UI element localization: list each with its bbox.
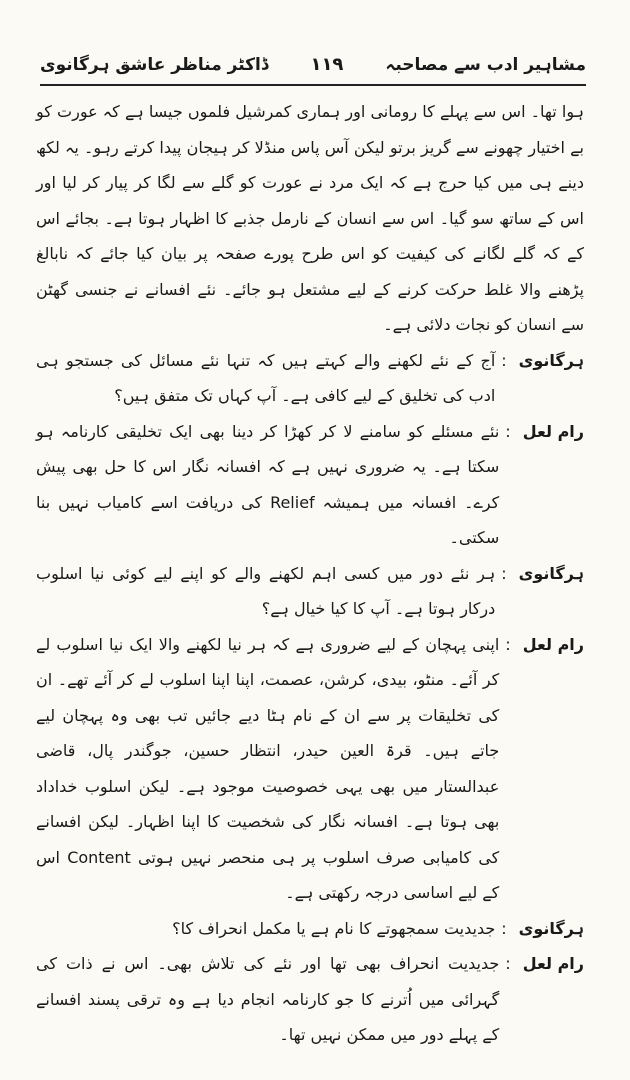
dialogue-entry: ہرگانوی : آج کے نئے لکھنے والے کہتے ہیں کہ تنہا نئے مسائل کی جستجو ہی ادب کی تخلیق کے لیے کافی ہے۔ آپ کہاں تک متفق ہیں؟	[36, 343, 584, 414]
dialogue-text: آج کے نئے لکھنے والے کہتے ہیں کہ تنہا نئے مسائل کی جستجو ہی ادب کی تخلیق کے لیے کافی ہے۔ آپ کہاں تک متفق ہیں؟	[36, 350, 496, 405]
dialogue-entry: ہرگانوی : جدیدیت سمجھوتے کا نام ہے یا مکمل انحراف کا؟	[36, 911, 584, 947]
speaker-name: رام لعل	[522, 421, 584, 441]
dialogue-text: نئے مسئلے کو سامنے لا کر کھڑا کر دینا بھی ایک تخلیقی کارنامہ ہو سکتا ہے۔ یہ ضروری نہیں ہے کہ افسانہ نگار اس کا حل بھی پیش کرے۔ افسانہ میں ہمیشہ Relief کی دریافت اسے کامیاب نہیں بنا سکتی۔	[36, 421, 500, 547]
page-number: ۱۱۹	[310, 53, 344, 75]
speaker-name: ہرگانوی	[518, 350, 584, 370]
dialogue-text: ہر نئے دور میں کسی اہم لکھنے والے کو اپنے لیے کوئی نیا اسلوب درکار ہوتا ہے۔ آپ کا کیا خیال ہے؟	[36, 563, 496, 618]
dialogue-entry: رام لعل : اپنی پہچان کے لیے ضروری ہے کہ ہر نیا لکھنے والا ایک نیا اسلوب لے کر آئے۔ منٹو، بیدی، کرشن، عصمت، اپنا اپنا اسلوب لے کر آئے تھے۔ ان کی تخلیقات پر سے ان کے نام ہٹا دیے جائیں تب بھی وہ پہچان لیے جاتے ہیں۔ قرۃ العین حیدر، انتظار حسین، جوگندر پال، قاضی عبدالستار میں بھی یہی خصوصیت موجود ہے۔ لیکن اسلوب خداداد بھی ہوتا ہے۔ افسانہ نگار کی شخصیت کا اپنا اظہار۔ لیکن افسانے کی کامیابی صرف اسلوب پر ہی منحصر نہیں ہوتی Content اس کے لیے اساسی درجہ رکھتی ہے۔	[36, 627, 584, 911]
speaker-name: رام لعل	[522, 634, 584, 654]
intro-paragraph: ہوا تھا۔ اس سے پہلے کا رومانی اور ہماری کمرشیل فلموں جیسا ہے کہ عورت کو بے اختیار چھونے سے گریز برتو لیکن آس پاس منڈلا کر ہیجان پیدا کرتے رہو۔ یہ لکھ دینے ہی میں کیا حرج ہے کہ ایک مرد نے عورت کو گلے سے لگا کر پیار کر لیا اور اس کے ساتھ سو گیا۔ اس سے انسان کے نارمل جذبے کا اظہار ہوتا ہے۔ بجائے اس کے کہ گلے لگانے کی کیفیت کو اس طرح پورے صفحہ پر بیان کیا جائے کہ نابالغ پڑھنے والا غلط حرکت کرنے کے لیے مشتعل ہو جائے۔ نئے افسانے نے جنسی گھٹن سے انسان کو نجات دلائی ہے۔	[36, 102, 584, 334]
dialogue-text: جدیدیت انحراف بھی تھا اور نئے کی تلاش بھی۔ اس نے ذات کی گہرائی میں اُترنے کا جو کارنامہ انجام دیا ہے وہ ترقی پسند افسانے کے پہلے دور میں ممکن نہیں تھا۔	[36, 954, 500, 1044]
dialogue-entry: رام لعل : جدیدیت انحراف بھی تھا اور نئے کی تلاش بھی۔ اس نے ذات کی گہرائی میں اُترنے کا جو کارنامہ انجام دیا ہے وہ ترقی پسند افسانے کے پہلے دور میں ممکن نہیں تھا۔	[36, 946, 584, 1053]
author-header: ڈاکٹر مناظر عاشق ہرگانوی	[40, 54, 269, 75]
speaker-name: ہرگانوی	[518, 563, 584, 583]
dialogue-entry: رام لعل : نئے مسئلے کو سامنے لا کر کھڑا کر دینا بھی ایک تخلیقی کارنامہ ہو سکتا ہے۔ یہ ضروری نہیں ہے کہ افسانہ نگار اس کا حل بھی پیش کرے۔ افسانہ میں ہمیشہ Relief کی دریافت اسے کامیاب نہیں بنا سکتی۔	[36, 414, 584, 556]
page-body	[36, 94, 584, 1053]
speaker-name: رام لعل	[522, 954, 584, 973]
dialogue-text: جدیدیت سمجھوتے کا نام ہے یا مکمل انحراف کا؟	[172, 918, 496, 938]
page-header	[40, 44, 586, 86]
dialogue-entry: ہرگانوی : ہر نئے دور میں کسی اہم لکھنے والے کو اپنے لیے کوئی نیا اسلوب درکار ہوتا ہے۔ آپ کا کیا خیال ہے؟	[36, 556, 584, 627]
book-title-header: مشاہیر ادب سے مصاحبہ	[385, 54, 586, 75]
speaker-name: ہرگانوی	[518, 918, 584, 938]
dialogue-text: اپنی پہچان کے لیے ضروری ہے کہ ہر نیا لکھنے والا ایک نیا اسلوب لے کر آئے۔ منٹو، بیدی، کرشن، عصمت، اپنا اپنا اسلوب لے کر آئے تھے۔ ان کی تخلیقات پر سے ان کے نام ہٹا دیے جائیں تب بھی وہ پہچان لیے جاتے ہیں۔ قرۃ العین حیدر، انتظار حسین، جوگندر پال، قاضی عبدالستار میں بھی یہی خصوصیت موجود ہے۔ لیکن اسلوب خداداد بھی ہوتا ہے۔ افسانہ نگار کی شخصیت کا اپنا اظہار۔ لیکن افسانے کی کامیابی صرف اسلوب پر ہی منحصر نہیں ہوتی Content اس کے لیے اساسی درجہ رکھتی ہے۔	[36, 634, 500, 902]
